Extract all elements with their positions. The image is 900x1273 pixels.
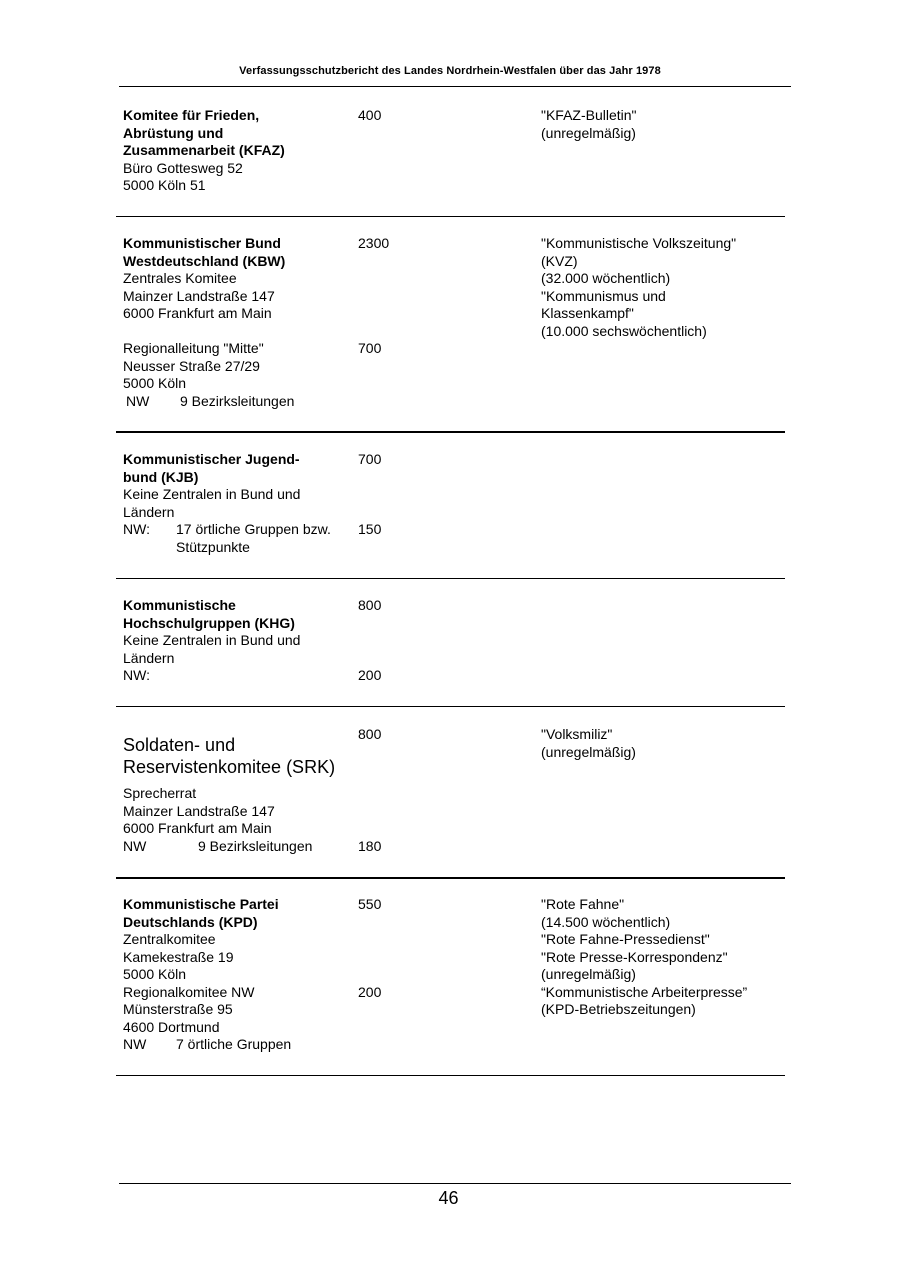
address-line: Regionalkomitee NW [123,983,255,1000]
org-name-line: Kommunistischer Jugend- [123,451,300,467]
publication-line: (10.000 sechswöchentlich) [541,322,707,339]
nw-text: 7 örtliche Gruppen [176,1036,292,1052]
org-name-line: Kommunistische Partei [123,896,279,912]
publication-line: Klassenkampf" [541,305,634,321]
publication-line: (KVZ) [541,252,578,269]
publication-line: “Kommunistische Arbeiterpresse” [541,983,748,1000]
publication-line: (14.500 wöchentlich) [541,913,671,930]
address-line: Mainzer Landstraße 147 [123,287,275,304]
footer-divider [119,1183,791,1184]
address-line: 6000 Frankfurt am Main [123,820,272,836]
publication-line: "Rote Presse-Korrespondenz" [541,948,728,965]
org-name-line: Kommunistischer Bund [123,235,281,251]
member-count: 400 [358,107,382,123]
address-line: Sprecherrat [123,785,197,801]
row-divider [116,578,785,579]
publication-line: (32.000 wöchentlich) [541,270,671,286]
nw-text: Stützpunkte [176,538,250,555]
org-name-line: bund (KJB) [123,468,199,485]
publication-line: "Volksmiliz" [541,726,613,742]
org-name-line: Soldaten- und [123,735,236,755]
address-line: Zentralkomitee [123,931,216,947]
org-name-line: Hochschulgruppen (KHG) [123,614,295,631]
sub-address-line: Neusser Straße 27/29 [123,357,260,374]
member-count: 550 [358,896,382,912]
member-count: 800 [358,597,382,613]
org-name-line: Kommunistische [123,597,236,613]
org-name-line: Komitee für Frieden, [123,107,260,123]
page-number: 46 [438,1188,459,1208]
publication-line: "Rote Fahne" [541,896,625,912]
page-header: Verfassungsschutzbericht des Landes Nordrhein-Westfalen über das Jahr 1978 [239,65,661,77]
publication-line: (unregelmäßig) [541,966,636,982]
row-divider [116,216,785,217]
address-line: Keine Zentralen in Bund und [123,486,301,502]
address-line: Mainzer Landstraße 147 [123,802,275,819]
publication-line: (unregelmäßig) [541,124,636,141]
member-count: 800 [358,726,382,742]
publication-line: "Rote Fahne-Pressedienst" [541,931,710,947]
nw-text: 17 örtliche Gruppen bzw. [176,521,331,537]
nw-label: NW: [123,521,150,537]
nw-member-count: 150 [358,521,382,537]
sub-member-count: 700 [358,340,382,356]
sub-address-line: 5000 Köln [123,375,187,391]
nw-text: 9 Bezirksleitungen [180,392,295,409]
address-line: Ländern [123,649,175,666]
nw-text: 9 Bezirksleitungen [198,837,313,854]
address-line: 5000 Köln [123,966,187,982]
org-name-line: Abrüstung und [123,124,224,141]
nw-label: NW [123,1036,147,1052]
address-line: Münsterstraße 95 [123,1001,233,1017]
row-divider [116,431,785,433]
address-line: 5000 Köln 51 [123,177,206,193]
nw-label: NW [123,837,147,854]
nw-label: NW [126,392,150,409]
address-line: Ländern [123,503,175,520]
publication-line: "KFAZ-Bulletin" [541,107,637,123]
address-line: Zentrales Komitee [123,270,237,286]
row-divider [116,706,785,707]
row-divider [116,1075,785,1076]
header-divider [119,86,791,87]
member-count: 2300 [358,235,390,251]
member-count: 700 [358,451,382,467]
nw-label: NW: [123,667,150,683]
org-name-line: Reservistenkomitee (SRK) [123,757,336,777]
sub-address-line: Regionalleitung "Mitte" [123,340,264,356]
org-name-line: Westdeutschland (KBW) [123,252,286,269]
publication-line: (KPD-Betriebszeitungen) [541,1001,696,1017]
address-line: Kamekestraße 19 [123,948,234,965]
nw-member-count: 180 [358,837,382,854]
nw-member-count: 200 [358,667,382,683]
row-divider [116,877,785,879]
publication-line: (unregelmäßig) [541,743,636,760]
publication-line: "Kommunismus und [541,287,666,304]
address-line: Keine Zentralen in Bund und [123,632,301,648]
address-line: Büro Gottesweg 52 [123,159,243,176]
sub-member-count: 200 [358,983,382,1000]
address-line: 6000 Frankfurt am Main [123,305,272,321]
address-line: 4600 Dortmund [123,1018,220,1035]
publication-line: "Kommunistische Volkszeitung" [541,235,737,251]
org-name-line: Deutschlands (KPD) [123,913,258,930]
org-name-line: Zusammenarbeit (KFAZ) [123,142,285,158]
